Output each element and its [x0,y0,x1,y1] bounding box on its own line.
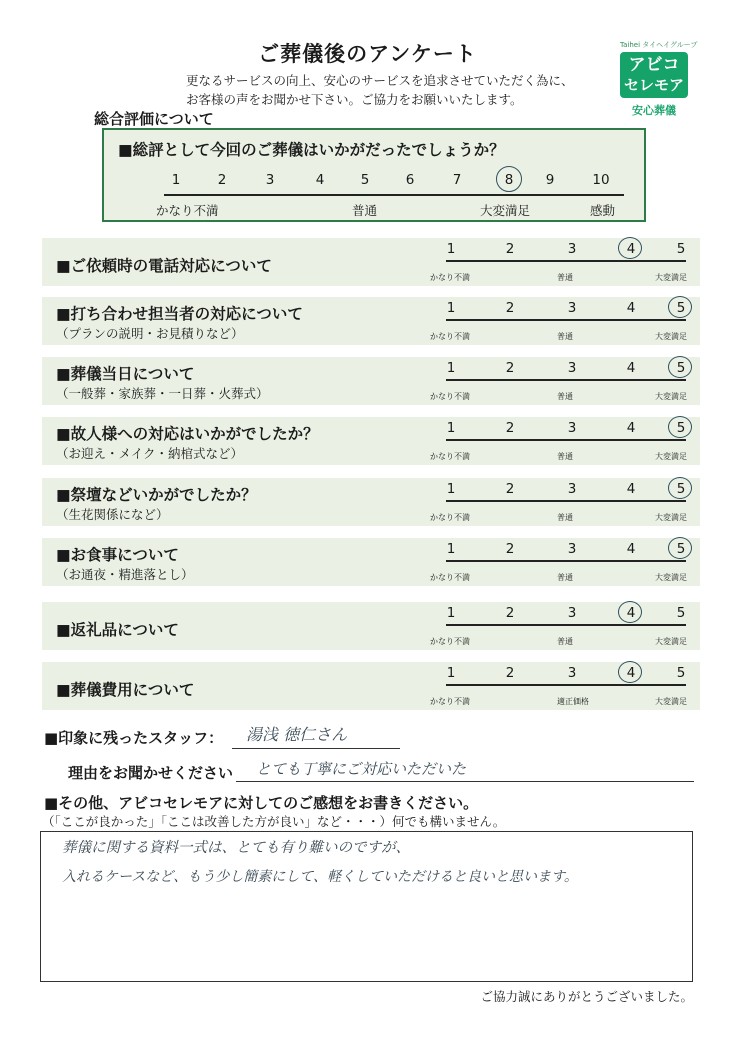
question-title: ■故人様への対応はいかがでしたか？ [56,425,319,443]
rating-number: 1 [446,605,456,621]
rating-number: 1 [446,360,456,376]
rating-number: 3 [567,360,577,376]
rating-number: 4 [626,360,636,376]
rating-number: 4 [626,481,636,497]
rating-number: 5 [676,605,686,621]
rating-label: 普通 [557,573,573,582]
rating-label: かなり不満 [430,452,470,461]
rating-number: 5 [676,541,686,557]
rating-number: 5 [676,481,686,497]
rating-label: 大変満足 [655,452,687,461]
rating-label: 適正価格 [557,697,589,706]
overall-scale-number: 9 [545,172,555,188]
staff-label: ■印象に残ったスタッフ： [44,729,224,747]
rating-number: 5 [676,665,686,681]
rating-number: 4 [626,300,636,316]
logo-line-1: アビコ [628,55,680,75]
rating-number: 1 [446,541,456,557]
overall-scale-number: 4 [315,172,325,188]
rating-label: かなり不満 [430,332,470,341]
overall-label-high: 大変満足 [480,203,531,218]
question-title: ■ご依頼時の電話対応について [56,257,272,275]
rating-label: 大変満足 [655,513,687,522]
thank-you-footer: ご協力誠にありがとうございました。 [480,989,693,1004]
rating-label: かなり不満 [430,637,470,646]
question-subtitle: （プランの説明・お見積りなど） [56,326,244,341]
rating-number: 4 [626,605,636,621]
selected-rating-circle [668,537,692,559]
overall-scale-number: 10 [592,172,610,188]
question-title: ■葬儀費用について [56,681,195,699]
rating-scale-line [446,684,686,686]
rating-label: 大変満足 [655,573,687,582]
rating-number: 2 [505,300,515,316]
rating-number: 4 [626,541,636,557]
rating-number: 2 [505,605,515,621]
rating-number: 2 [505,420,515,436]
overall-question: ■総評として今回のご葬儀はいかがだったでしょうか？ [118,141,505,159]
staff-name-handwritten: 湯浅 徳仁さん [246,725,348,744]
overall-heading: 総合評価について [94,110,214,128]
rating-number: 5 [676,300,686,316]
rating-scale-line [446,439,686,441]
overall-scale-number: 2 [217,172,227,188]
rating-label: 大変満足 [655,697,687,706]
logo-line-2: セレモア [623,76,684,94]
page-title: ご葬儀後のアンケート [258,42,477,66]
reason-handwritten: とても丁寧にご対応いただいた [256,760,467,778]
rating-number: 2 [505,541,515,557]
question-title: ■お食事について [56,546,179,564]
feedback-heading: ■その他、アビコセレモアに対してのご感想をお書きください。 [44,794,479,812]
selected-rating-circle [668,356,692,378]
intro-line-1: 更なるサービスの向上、安心のサービスを追求させていただく為に、 [186,73,574,88]
feedback-subheading: （「ここが良かった」「ここは改善した方が良い」など・・・）何でも構いません。 [42,814,506,829]
rating-number: 3 [567,300,577,316]
overall-scale-number: 5 [360,172,370,188]
rating-label: 普通 [557,513,573,522]
rating-number: 4 [626,665,636,681]
overall-selected-circle [496,166,522,192]
rating-label: 普通 [557,273,573,282]
brand-label: Taihei タイヘイグループ [620,41,698,49]
rating-number: 1 [446,300,456,316]
rating-number: 3 [567,665,577,681]
overall-scale-line [164,194,624,196]
rating-label: 大変満足 [655,273,687,282]
question-title: ■祭壇などいかがでしたか？ [56,486,257,504]
rating-label: 普通 [557,392,573,401]
rating-number: 3 [567,605,577,621]
rating-label: 普通 [557,452,573,461]
selected-rating-circle [668,416,692,438]
rating-label: 普通 [557,637,573,646]
rating-scale-line [446,319,686,321]
overall-scale-number: 1 [171,172,181,188]
rating-number: 5 [676,420,686,436]
question-title: ■葬儀当日について [56,365,195,383]
rating-number: 3 [567,420,577,436]
overall-scale-number: 3 [265,172,275,188]
rating-label: 大変満足 [655,392,687,401]
selected-rating-circle [618,237,642,259]
rating-label: 大変満足 [655,332,687,341]
question-title: ■打ち合わせ担当者の対応について [56,305,303,323]
question-subtitle: （お通夜・精進落とし） [56,567,194,582]
selected-rating-circle [618,661,642,683]
company-logo [620,52,688,98]
rating-label: かなり不満 [430,697,470,706]
rating-label: かなり不満 [430,513,470,522]
rating-label: かなり不満 [430,273,470,282]
rating-number: 3 [567,241,577,257]
rating-scale-line [446,560,686,562]
intro-line-2: お客様の声をお聞かせ下さい。ご協力をお願いいたします。 [186,92,523,107]
rating-label: 大変満足 [655,637,687,646]
selected-rating-circle [618,601,642,623]
selected-rating-circle [668,296,692,318]
question-subtitle: （お迎え・メイク・納棺式など） [56,446,244,461]
rating-scale-line [446,379,686,381]
question-subtitle: （一般葬・家族葬・一日葬・火葬式） [56,386,269,401]
rating-number: 3 [567,541,577,557]
rating-number: 1 [446,481,456,497]
staff-underline [232,748,400,749]
overall-scale-number: 7 [452,172,462,188]
rating-number: 2 [505,241,515,257]
rating-number: 1 [446,665,456,681]
rating-number: 2 [505,481,515,497]
reason-underline [236,781,694,782]
overall-scale-number: 8 [504,172,514,188]
rating-number: 5 [676,241,686,257]
overall-label-low: かなり不満 [156,203,219,218]
selected-rating-circle [668,477,692,499]
rating-scale-line [446,500,686,502]
question-title: ■返礼品について [56,621,179,639]
rating-number: 2 [505,665,515,681]
rating-number: 3 [567,481,577,497]
rating-label: かなり不満 [430,392,470,401]
overall-label-mid: 普通 [352,203,378,218]
rating-number: 5 [676,360,686,376]
rating-label: かなり不満 [430,573,470,582]
rating-number: 4 [626,241,636,257]
logo-tagline: 安心葬儀 [632,104,676,117]
question-subtitle: （生花関係になど） [56,507,169,522]
rating-number: 4 [626,420,636,436]
rating-number: 1 [446,241,456,257]
rating-scale-line [446,260,686,262]
reason-label: 理由をお聞かせください [68,764,234,782]
overall-scale-number: 6 [405,172,415,188]
rating-number: 1 [446,420,456,436]
rating-scale-line [446,624,686,626]
comment-line-2: 入れるケースなど、もう少し簡素にして、軽くしていただけると良いと思います。 [62,869,578,885]
rating-label: 普通 [557,332,573,341]
overall-label-top: 感動 [590,203,616,218]
comment-line-1: 葬儀に関する資料一式は、とても有り難いのですが、 [62,840,410,856]
rating-number: 2 [505,360,515,376]
